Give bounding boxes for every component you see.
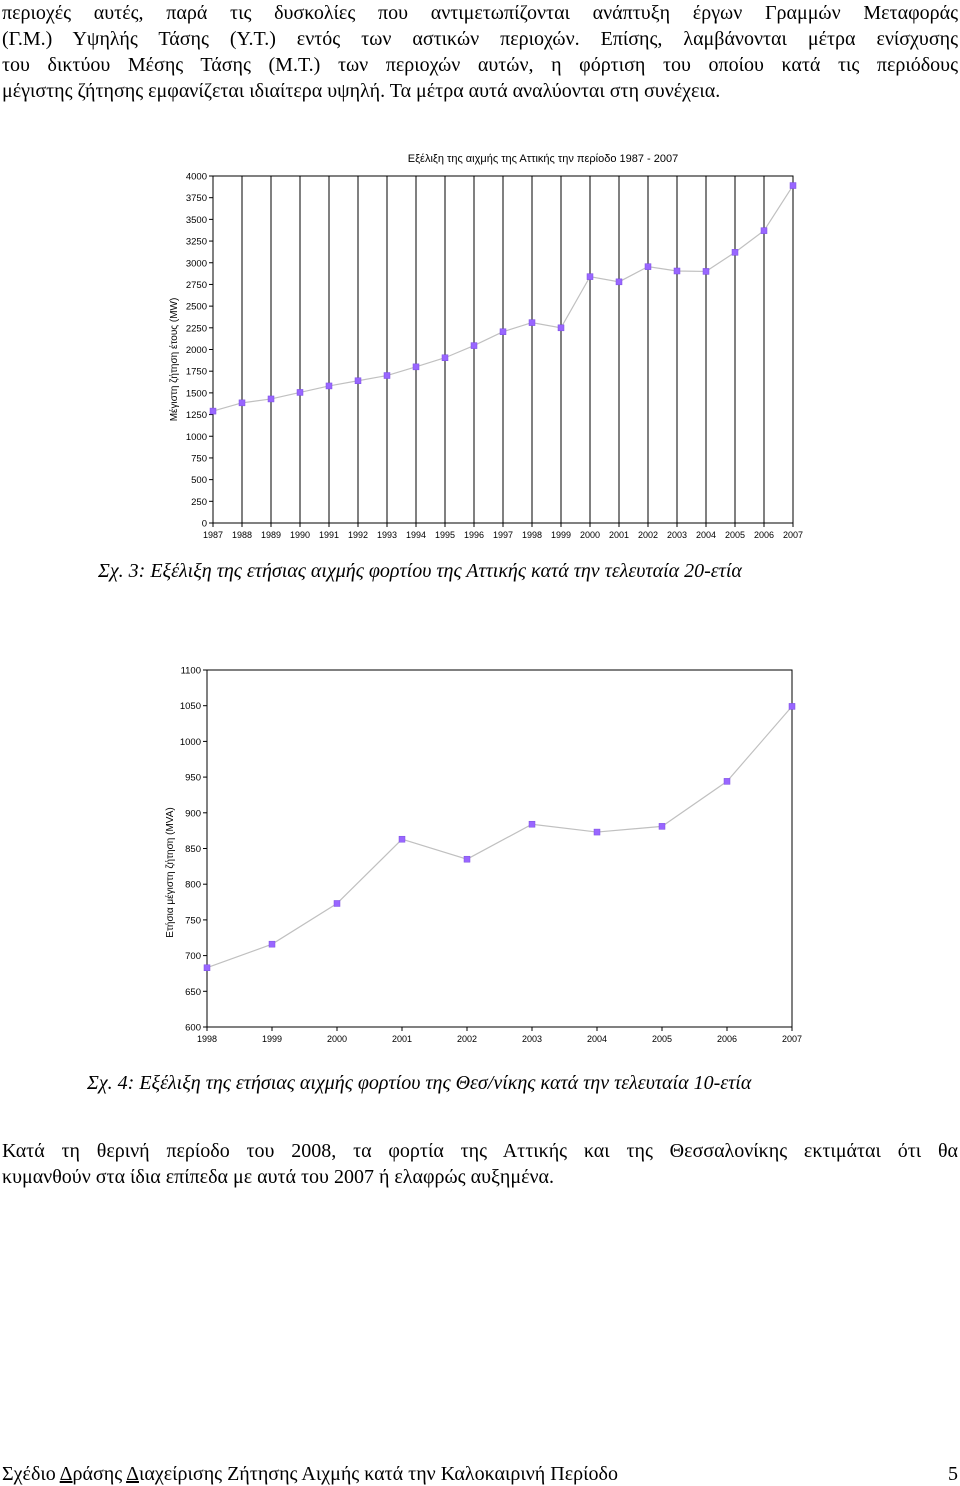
x-tick-label: 1990 — [289, 530, 311, 540]
y-tick-label: 1250 — [185, 410, 207, 422]
data-point — [413, 364, 419, 370]
x-tick-label: 1998 — [521, 530, 543, 540]
x-tick-label: 1999 — [550, 530, 572, 540]
data-point — [297, 389, 303, 395]
x-tick-label: 1987 — [202, 530, 224, 540]
data-point — [500, 329, 506, 335]
x-tick-label: 2005 — [651, 1034, 673, 1044]
data-point — [616, 279, 622, 285]
data-point — [645, 264, 651, 270]
data-point — [442, 355, 448, 361]
x-tick-label: 2000 — [579, 530, 601, 540]
attica-peak-chart — [0, 140, 960, 550]
y-tick-label: 1750 — [185, 366, 207, 378]
x-tick-label: 1988 — [231, 530, 253, 540]
y-tick-label: 2750 — [185, 279, 207, 291]
y-axis-label: Ετήσια μέγιστη ζήτηση (MVA) — [165, 807, 176, 938]
data-point — [724, 778, 730, 784]
y-tick-label: 600 — [185, 1022, 201, 1034]
intro-paragraph — [2, 0, 958, 104]
y-tick-label: 1000 — [179, 736, 201, 748]
x-tick-label: 1989 — [260, 530, 282, 540]
y-tick-label: 750 — [185, 915, 201, 927]
data-point — [790, 183, 796, 189]
y-tick-label: 3500 — [185, 214, 207, 226]
x-tick-label: 2007 — [782, 530, 804, 540]
y-tick-label: 950 — [185, 772, 201, 784]
x-tick-label: 2003 — [666, 530, 688, 540]
data-point — [732, 249, 738, 255]
data-point — [703, 268, 709, 274]
data-point — [210, 408, 216, 414]
y-tick-label: 1050 — [179, 701, 201, 713]
data-point — [529, 821, 535, 827]
intro-line: περιοχές αυτές, παρά τις δυσκολίες που αντιμετωπίζονται ανάπτυξη έργων Γραμμών Μεταφοράς — [2, 2, 958, 24]
data-point — [594, 829, 600, 835]
data-point — [587, 274, 593, 280]
data-point — [204, 965, 210, 971]
x-tick-label: 1991 — [318, 530, 340, 540]
y-tick-label: 1500 — [185, 388, 207, 400]
outro-line: Κατά τη θερινή περίοδο του 2008, τα φορτία της Αττικής και της Θεσσαλονίκης εκτιμάται ότι θα — [2, 1140, 958, 1162]
outro-paragraph — [2, 1138, 958, 1190]
x-tick-label: 2001 — [608, 530, 630, 540]
y-tick-label: 2500 — [185, 301, 207, 313]
x-tick-label: 2004 — [695, 530, 717, 540]
x-tick-label: 1998 — [196, 1034, 218, 1044]
x-tick-label: 2002 — [637, 530, 659, 540]
x-tick-label: 1996 — [463, 530, 485, 540]
y-tick-label: 650 — [185, 986, 201, 998]
chart-title: Εξέλιξη της αιχμής της Αττικής την περίοδο 1987 - 2007 — [407, 153, 679, 165]
intro-line: του δικτύου Μέσης Τάσης (Μ.Τ.) των περιοχών αυτών, η φόρτιση του οποίου κατά τις περιόδους — [2, 54, 958, 76]
y-axis-label: Μέγιστη ζήτηση έτους (MW) — [169, 297, 180, 422]
x-tick-label: 2006 — [716, 1034, 738, 1044]
y-tick-label: 3000 — [185, 258, 207, 270]
data-point — [659, 823, 665, 829]
y-tick-label: 800 — [185, 879, 201, 891]
y-tick-label: 2250 — [185, 323, 207, 335]
y-tick-label: 2000 — [185, 345, 207, 356]
y-tick-label: 0 — [201, 518, 207, 530]
footer-title: Σχέδιο Δράσης Διαχείρισης Ζήτησης Αιχμής κατά την Καλοκαιρινή Περίοδο — [2, 1463, 618, 1485]
x-tick-label: 1993 — [376, 530, 398, 540]
outro-line: κυμανθούν στα ίδια επίπεδα με αυτά του 2007 ή ελαφρώς αυξημένα. — [2, 1166, 554, 1188]
x-tick-label: 2007 — [781, 1034, 803, 1044]
data-point — [334, 900, 340, 906]
x-tick-label: 2001 — [391, 1034, 413, 1044]
x-tick-label: 1997 — [492, 530, 514, 540]
y-tick-label: 250 — [191, 496, 207, 508]
data-point — [269, 941, 275, 947]
thessaloniki-peak-chart-svg — [0, 655, 960, 1060]
data-point — [239, 400, 245, 406]
x-tick-label: 1995 — [434, 530, 456, 540]
x-tick-label: 1992 — [347, 530, 369, 540]
intro-line: (Γ.Μ.) Υψηλής Τάσης (Υ.Τ.) εντός των αστικών περιοχών. Επίσης, λαμβάνονται μέτρα ενίσχυσης — [2, 28, 958, 50]
y-tick-label: 4000 — [185, 171, 207, 183]
data-point — [529, 320, 535, 326]
y-tick-label: 500 — [191, 475, 207, 487]
page-number: 5 — [948, 1463, 958, 1485]
x-tick-label: 1994 — [405, 530, 427, 540]
data-point — [761, 228, 767, 234]
plot-area — [207, 670, 792, 1027]
y-tick-label: 700 — [185, 951, 201, 963]
data-point — [464, 856, 470, 862]
figure-4-caption: Σχ. 4: Εξέλιξη της ετήσιας αιχμής φορτίου της Θεσ/νίκης κατά την τελευταία 10-ετία — [87, 1072, 752, 1094]
y-tick-label: 3750 — [185, 193, 207, 205]
x-tick-label: 2003 — [521, 1034, 543, 1044]
y-tick-label: 3250 — [185, 236, 207, 248]
x-tick-label: 2006 — [753, 530, 775, 540]
y-tick-label: 1100 — [180, 665, 201, 677]
page-footer — [2, 1462, 958, 1486]
data-point — [558, 325, 564, 331]
x-tick-label: 1999 — [261, 1034, 283, 1044]
y-tick-label: 750 — [191, 453, 207, 465]
x-tick-label: 2004 — [586, 1034, 608, 1044]
thessaloniki-peak-chart — [0, 655, 960, 1060]
y-tick-label: 1000 — [185, 431, 207, 443]
data-point — [268, 396, 274, 402]
y-tick-label: 900 — [185, 808, 201, 820]
data-point — [384, 373, 390, 379]
data-point — [789, 703, 795, 709]
data-point — [355, 378, 361, 384]
data-point — [326, 383, 332, 389]
intro-line: μέγιστης ζήτησης εμφανίζεται ιδιαίτερα υψηλή. Τα μέτρα αυτά αναλύονται στη συνέχεια. — [2, 80, 721, 102]
figure-3-caption: Σχ. 3: Εξέλιξη της ετήσιας αιχμής φορτίου της Αττικής κατά την τελευταία 20-ετία — [98, 560, 742, 582]
data-point — [674, 268, 680, 274]
y-tick-label: 850 — [185, 844, 201, 855]
x-tick-label: 2002 — [456, 1034, 478, 1044]
attica-peak-chart-svg — [0, 140, 960, 550]
data-point — [471, 343, 477, 349]
x-tick-label: 2000 — [326, 1034, 348, 1044]
x-tick-label: 2005 — [724, 530, 746, 540]
data-point — [399, 836, 405, 842]
